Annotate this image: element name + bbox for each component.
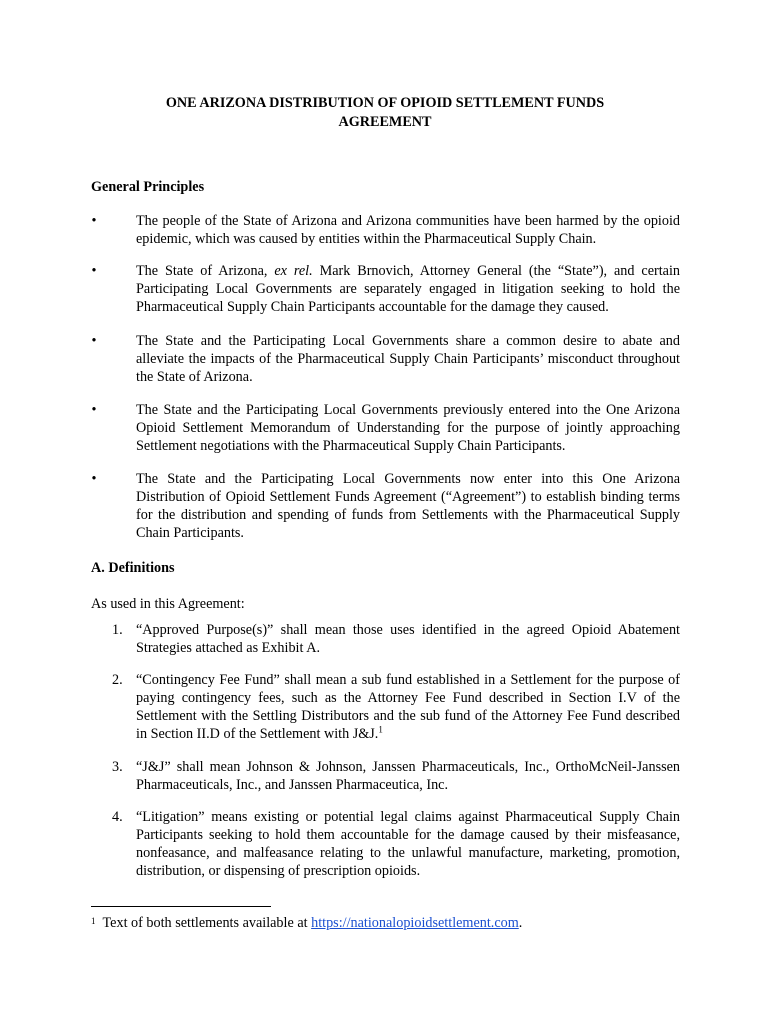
bullet-symbol: • xyxy=(91,263,97,279)
definitions-intro: As used in this Agreement: xyxy=(91,596,245,612)
definition-number: 1. xyxy=(112,622,123,638)
bullet-item-2 xyxy=(91,262,681,316)
bullet-text: The State and the Participating Local Governments share a common desire to abate and alleviate the impacts of the Pharmaceutical Supply Chain Participants’ misconduct throughout the State of Arizona. xyxy=(136,333,680,385)
footnote-end: . xyxy=(518,915,523,931)
definition-text: “Contingency Fee Fund” shall mean a sub fund established in a Settlement for the purpose of paying contingency fees, such as the Attorney Fee Fund described in Section I.V of the Settlement with the Settling Distributors and the sub fund of the Attorney Fee Fund described in Section II.D of the Settlement with J&J. xyxy=(136,672,680,742)
definition-item-2 xyxy=(112,671,680,743)
definition-item-1 xyxy=(112,621,680,657)
definition-number: 4. xyxy=(112,809,123,825)
footnote-divider xyxy=(91,906,271,907)
definition-number: 2. xyxy=(112,672,123,688)
bullet-item-5 xyxy=(91,470,680,542)
document-title xyxy=(90,94,680,132)
bullet-text-rest: Mark Brnovich, Attorney General (the “State”), and certain xyxy=(312,263,681,279)
title-line-2: AGREEMENT xyxy=(338,114,432,130)
bullet-symbol: • xyxy=(91,402,97,418)
section-heading-general-principles: General Principles xyxy=(91,179,205,195)
bullet-item-3 xyxy=(91,332,680,386)
bullet-symbol: • xyxy=(91,333,97,349)
settlement-link[interactable]: https://nationalopioidsettlement.com xyxy=(311,915,519,931)
bullet-item-4 xyxy=(91,401,680,455)
footnote-reference[interactable]: 1 xyxy=(378,724,383,735)
bullet-text: The State and the Participating Local Governments now enter into this One Arizona Distribution of Opioid Settlement Funds Agreement (“Agreement”) to establish binding terms for the distribution and spending of funds from Settlements with the Pharmaceutical Supply Chain Participants. xyxy=(136,471,680,541)
title-line-1: ONE ARIZONA DISTRIBUTION OF OPIOID SETTLEMENT FUNDS xyxy=(165,95,605,111)
definition-text: “Litigation” means existing or potential legal claims against Pharmaceutical Supply Chain Participants seeking to hold them accountable for the damage caused by their misfeasance, nonfeasance, and malfeasance relating to the unlawful manufacture, marketing, promotion, distribution, or dispensing of prescription opioids. xyxy=(136,809,680,879)
definition-item-4 xyxy=(112,808,680,880)
bullet-symbol: • xyxy=(91,213,97,229)
definition-text: “Approved Purpose(s)” shall mean those uses identified in the agreed Opioid Abatement Strategies attached as Exhibit A. xyxy=(136,622,680,656)
footnote xyxy=(91,914,522,932)
section-heading-definitions: A. Definitions xyxy=(91,560,175,576)
bullet-text: The people of the State of Arizona and Arizona communities have been harmed by the opioid epidemic, which was caused by entities within the Pharmaceutical Supply Chain. xyxy=(136,213,680,247)
footnote-text: Text of both settlements available at xyxy=(102,915,312,931)
definition-item-3 xyxy=(112,758,680,794)
footnote-mark: 1 xyxy=(91,916,96,926)
definition-number: 3. xyxy=(112,759,123,775)
bullet-item-1 xyxy=(91,212,680,248)
definition-text: “J&J” shall mean Johnson & Johnson, Janssen Pharmaceuticals, Inc., OrthoMcNeil-Janssen Pharmaceuticals, Inc., and Janssen Pharmaceutica, Inc. xyxy=(136,759,680,793)
bullet-text-italic: ex rel. xyxy=(274,263,313,279)
bullet-text-start: The State of Arizona, xyxy=(136,263,275,279)
bullet-symbol: • xyxy=(91,471,97,487)
bullet-text: The State and the Participating Local Governments previously entered into the One Arizona Opioid Settlement Memorandum of Understanding for the purpose of jointly approaching Settlement negotiations with the Pharmaceutical Supply Chain Participants. xyxy=(136,402,680,454)
bullet-text: Participating Local Governments are separately engaged in litigation seeking to hold the Pharmaceutical Supply Chain Participants accountable for the damage they caused. xyxy=(136,281,680,315)
